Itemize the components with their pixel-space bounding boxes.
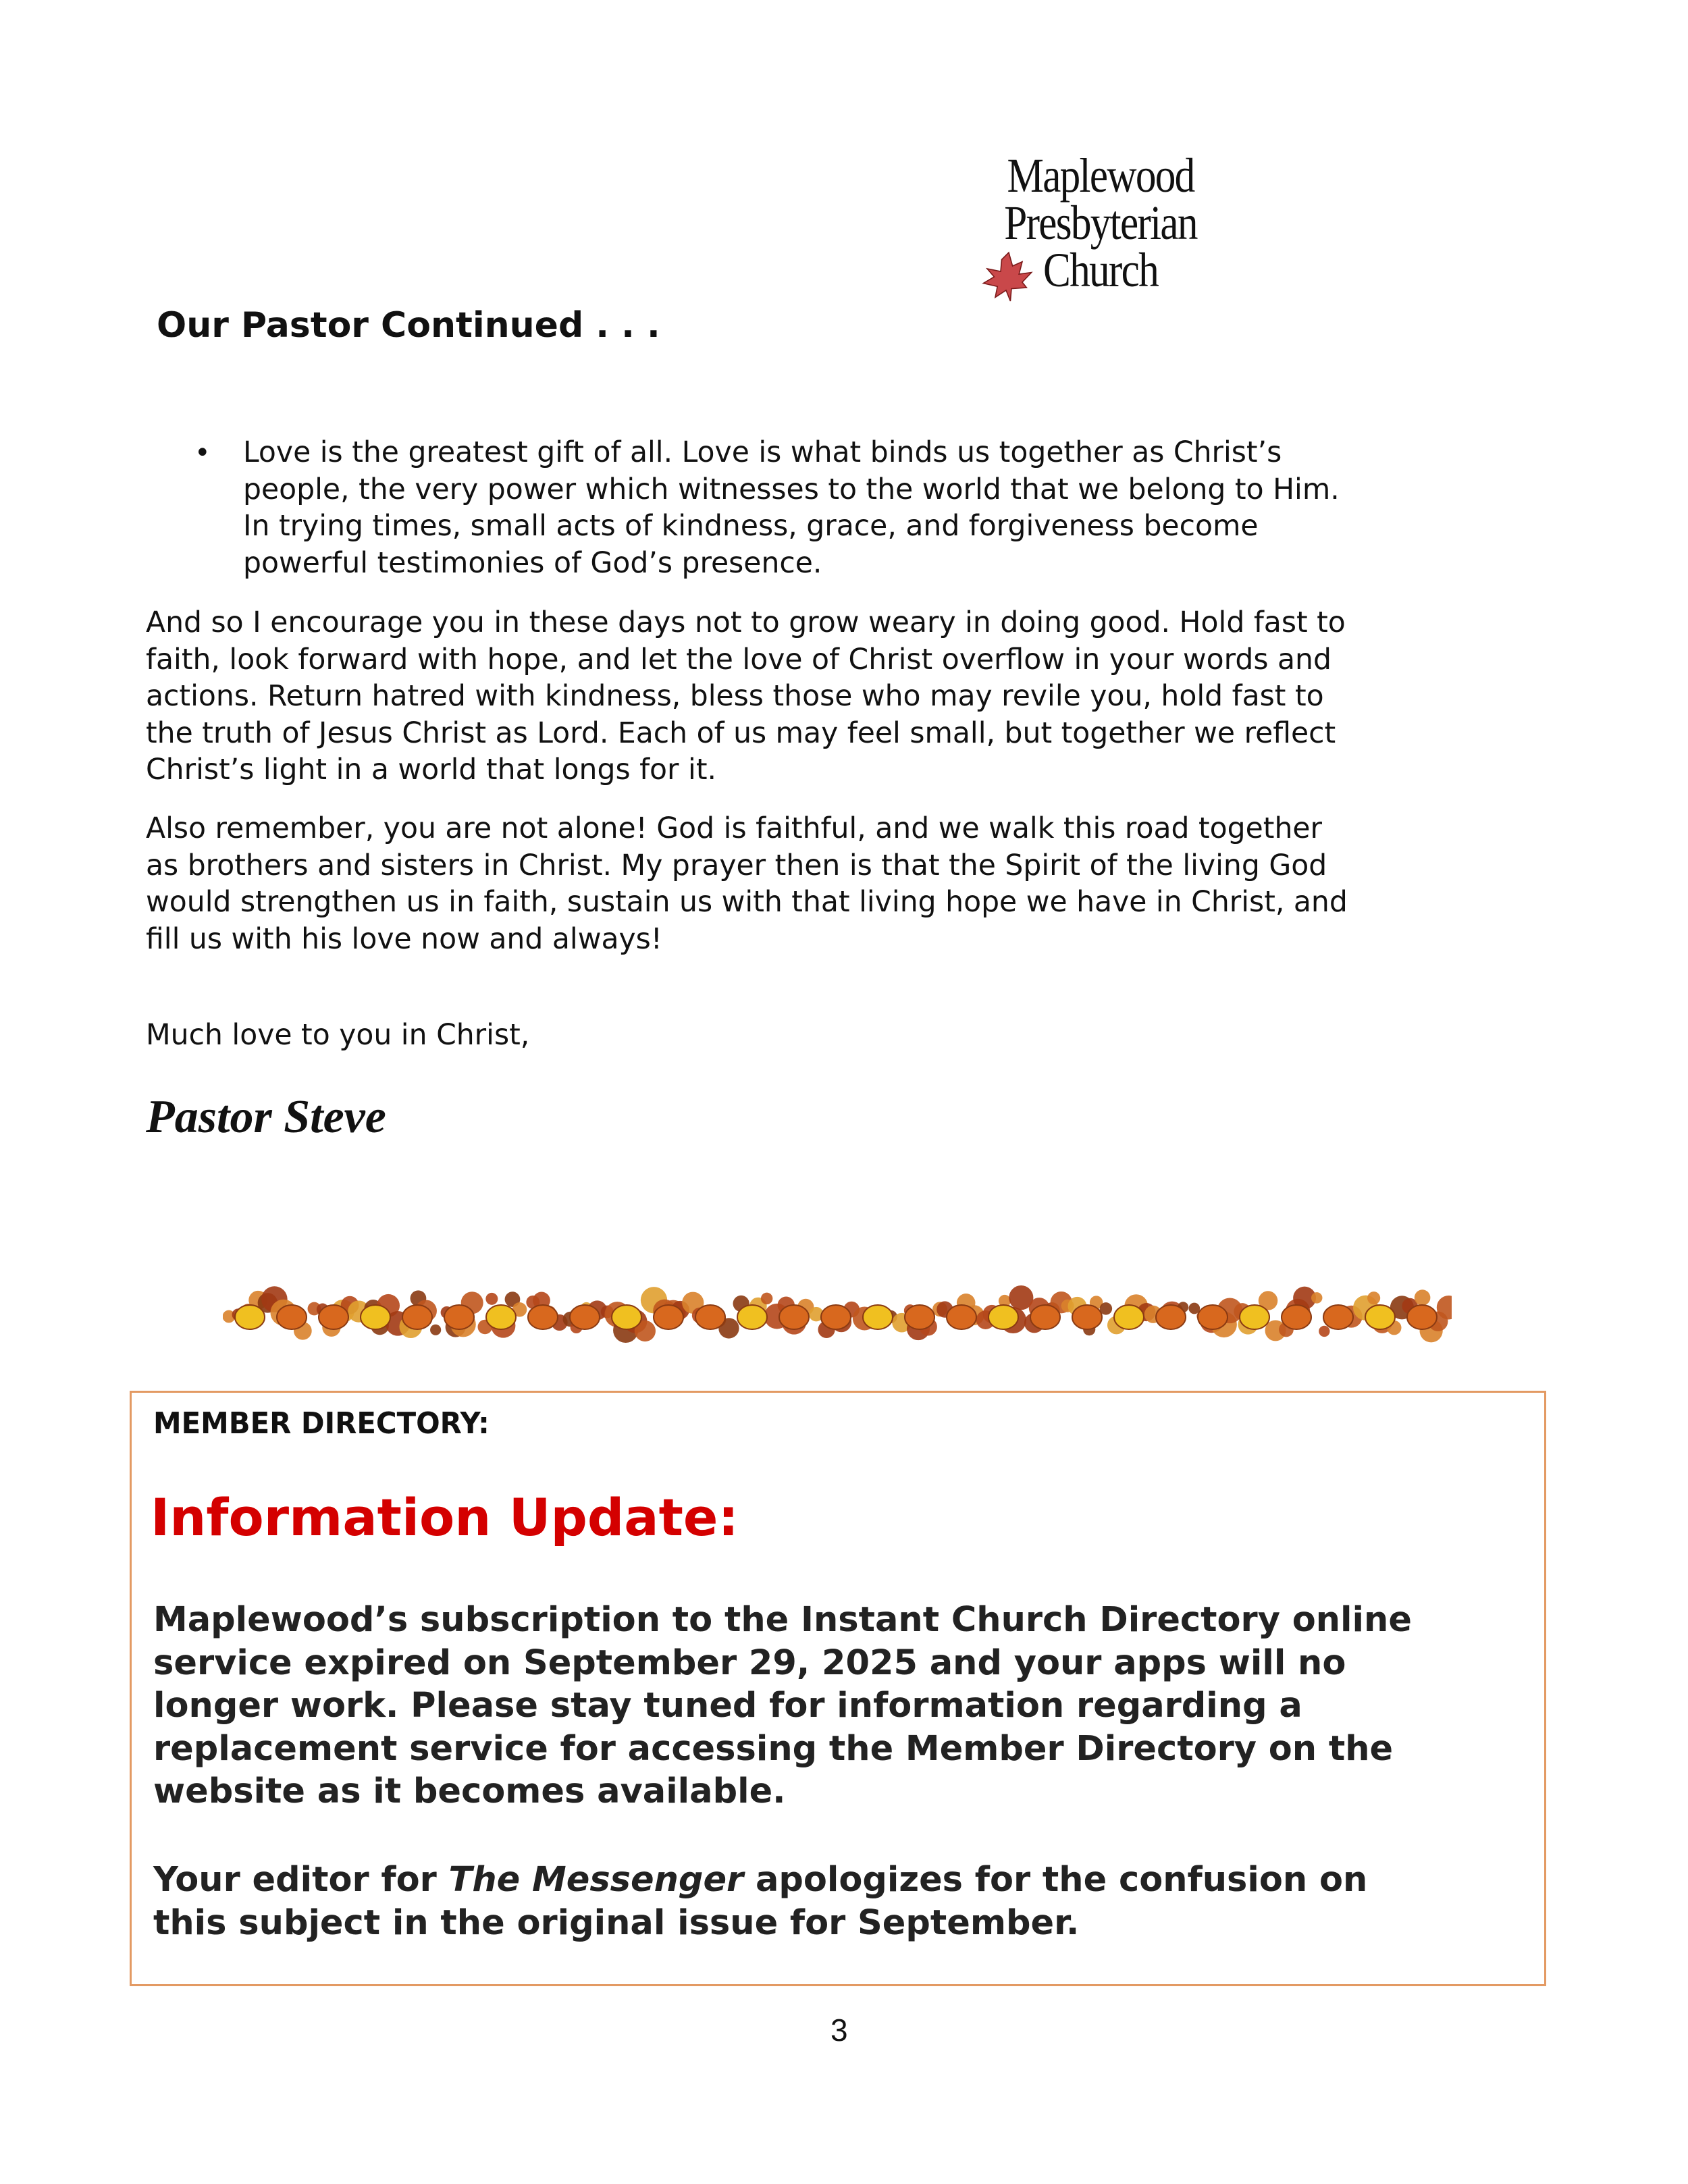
text-line: the truth of Jesus Christ as Lord. Each of us may feel small, but together we reflect xyxy=(146,716,1336,750)
pumpkin-mark xyxy=(779,1305,809,1329)
text-line: And so I encourage you in these days not to grow weary in doing good. Hold fast to xyxy=(146,606,1346,639)
section-heading: Our Pastor Continued . . . xyxy=(157,305,660,346)
box-paragraph xyxy=(153,1599,1412,1813)
pumpkin-mark xyxy=(1365,1305,1395,1329)
publication-title: The Messenger xyxy=(448,1860,744,1900)
pumpkin-mark xyxy=(905,1305,934,1329)
autumn-garland-divider xyxy=(223,1273,1452,1357)
pumpkin-mark xyxy=(1156,1305,1186,1329)
box-title: Information Update: xyxy=(151,1487,739,1547)
leaf-mark xyxy=(1319,1326,1329,1337)
pumpkin-mark xyxy=(1198,1305,1228,1329)
bullet-icon: • xyxy=(194,437,211,469)
text-line: as brothers and sisters in Christ. My prayer then is that the Spirit of the living God xyxy=(146,849,1327,882)
text-line: website as it becomes available. xyxy=(153,1772,786,1811)
text-line: Christ’s light in a world that longs for it. xyxy=(146,753,717,787)
text-line: would strengthen us in faith, sustain us with that living hope we have in Christ, and xyxy=(146,886,1348,919)
pumpkin-mark xyxy=(1407,1305,1437,1329)
leaf-mark xyxy=(485,1293,498,1305)
text-line: people, the very power which witnesses to the world that we belong to Him. xyxy=(243,473,1340,506)
bullet-item xyxy=(243,435,1340,582)
pumpkin-mark xyxy=(235,1305,265,1329)
text-line: actions. Return hatred with kindness, bless those who may revile you, hold fast to xyxy=(146,680,1324,713)
paragraph xyxy=(146,605,1346,789)
logo-line: Presbyterian xyxy=(1004,196,1197,250)
text-line: replacement service for accessing the Member Directory on the xyxy=(153,1728,1394,1769)
box-label: MEMBER DIRECTORY: xyxy=(153,1406,490,1441)
pumpkin-mark xyxy=(988,1305,1018,1329)
text-line: service expired on September 29, 2025 and your apps will no xyxy=(153,1643,1346,1683)
leaf-mark xyxy=(1415,1289,1431,1306)
text-run: apologizes for the confusion on xyxy=(743,1860,1368,1900)
pumpkin-mark xyxy=(1240,1305,1269,1329)
pumpkin-mark xyxy=(319,1305,348,1329)
pumpkin-mark xyxy=(1323,1305,1353,1329)
signature: Pastor Steve xyxy=(146,1091,386,1143)
text-line: fill us with his love now and always! xyxy=(146,922,662,956)
maple-leaf-icon xyxy=(979,250,1033,304)
logo-line: Maplewood xyxy=(1007,149,1194,203)
pumpkin-mark xyxy=(402,1305,432,1329)
church-logo xyxy=(972,149,1229,307)
text-line: this subject in the original issue for September. xyxy=(153,1902,1080,1943)
pumpkin-mark xyxy=(486,1305,516,1329)
pumpkin-mark xyxy=(277,1305,307,1329)
paragraph xyxy=(146,811,1348,958)
text-line: powerful testimonies of God’s presence. xyxy=(243,546,822,580)
text-line: In trying times, small acts of kindness, grace, and forgiveness become xyxy=(243,510,1259,543)
pumpkin-mark xyxy=(1114,1305,1144,1329)
page-number: 3 xyxy=(830,2013,848,2048)
text-line xyxy=(153,1859,1367,1902)
pumpkin-mark xyxy=(737,1305,767,1329)
leaf-mark xyxy=(1311,1292,1322,1303)
leaf-mark xyxy=(430,1325,441,1335)
logo-line: Church xyxy=(1043,243,1158,297)
member-directory-box xyxy=(130,1391,1546,1986)
pumpkin-mark xyxy=(863,1305,893,1329)
box-paragraph xyxy=(153,1859,1367,1944)
pumpkin-mark xyxy=(1282,1305,1311,1329)
text-line: longer work. Please stay tuned for information regarding a xyxy=(153,1686,1302,1726)
leaf-mark xyxy=(761,1293,772,1304)
pumpkin-mark xyxy=(528,1305,558,1329)
pumpkin-mark xyxy=(1072,1305,1102,1329)
text-line: Also remember, you are not alone! God is faithful, and we walk this road together xyxy=(146,812,1323,845)
pumpkin-mark xyxy=(444,1305,474,1329)
pumpkin-mark xyxy=(947,1305,976,1329)
pumpkin-mark xyxy=(1030,1305,1060,1329)
text-line: Love is the greatest gift of all. Love is what binds us together as Christ’s xyxy=(243,436,1282,469)
text-run: Your editor for xyxy=(153,1860,449,1900)
pumpkin-mark xyxy=(570,1305,600,1329)
closing-line: Much love to you in Christ, xyxy=(146,1019,530,1052)
pumpkin-mark xyxy=(695,1305,725,1329)
pumpkin-mark xyxy=(361,1305,390,1329)
leaf-mark xyxy=(1367,1291,1380,1304)
pumpkin-mark xyxy=(654,1305,683,1329)
pumpkin-mark xyxy=(821,1305,851,1329)
text-line: Maplewood’s subscription to the Instant Church Directory online xyxy=(153,1600,1412,1640)
pumpkin-mark xyxy=(612,1305,641,1329)
text-line: faith, look forward with hope, and let the love of Christ overflow in your words and xyxy=(146,643,1331,676)
